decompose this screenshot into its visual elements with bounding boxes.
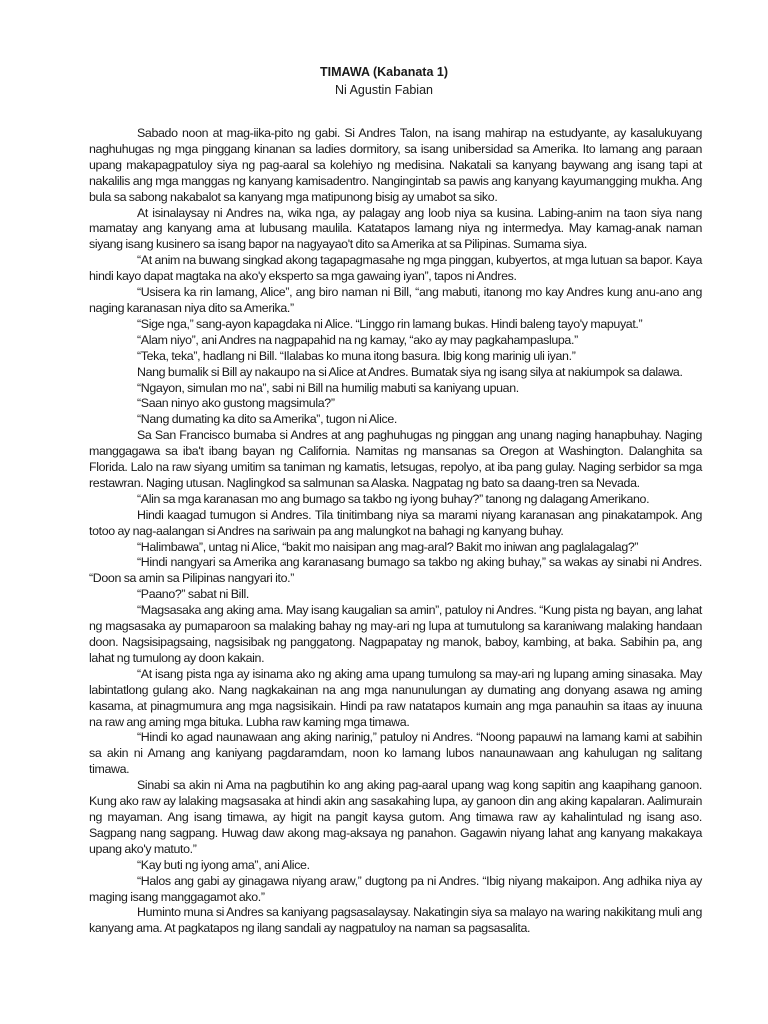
paragraph: “Sige nga,” sang-ayon kapagdaka ni Alice. “Linggo rin lamang bukas. Hindi baleng tayo'y mapuyat.”: [137, 316, 643, 331]
paragraph: “Kay buti ng iyong ama”, ani Alice.: [137, 857, 310, 872]
paragraph: Huminto muna si Andres sa kaniyang pagsasalaysay. Nakatingin siya sa malayo na waring nakikitang muli ang kanyang ama. At pagkatapos ng ilang sandali ay nagpatuloy na naman sa pagsasalita.: [89, 905, 702, 936]
document-author: Ni Agustin Fabian: [335, 83, 433, 97]
paragraph: “Magsasaka ang aking ama. May isang kaugalian sa amin”, patuloy ni Andres. “Kung pista ng bayan, ang lahat ng magsasaka ay pumaparoon sa malaking bahay ng may-ari ng lupa at tumutulong sa karaniwang malaking handaan doon. Nagsisipagsaing, nagsisibak ng panggatong. Nagpapatay ng manok, baboy, kambing, at baka. Sabihin pa, ang lahat ng tumulong ay doon kakain.: [89, 603, 702, 665]
document-body: [89, 126, 702, 937]
paragraph: “Teka, teka”, hadlang ni Bill. “Ilalabas ko muna itong basura. Ibig kong marinig uli iyan.”: [137, 348, 576, 363]
paragraph: “Hindi nangyari sa Amerika ang karanasang bumago sa takbo ng aking buhay,” sa wakas ay sinabi ni Andres. “Doon sa amin sa Pilipinas nangyari ito.”: [89, 555, 702, 586]
paragraph: “Alam niyo”, ani Andres na nagpapahid na ng kamay, “ako ay may pagkahampaslupa.”: [137, 332, 578, 347]
paragraph: “Ngayon, simulan mo na”, sabi ni Bill na humilig mabuti sa kaniyang upuan.: [137, 380, 519, 395]
paragraph: “Usisera ka rin lamang, Alice”, ang biro naman ni Bill, “ang mabuti, itanong mo kay Andres kung anu-ano ang naging karanasan niya dito sa Amerika.”: [89, 285, 702, 315]
document-title: TIMAWA (Kabanata 1): [319, 65, 449, 79]
paragraph: “Paano?” sabat ni Bill.: [137, 587, 249, 602]
paragraph: “At isang pista nga ay isinama ako ng aking ama upang tumulong sa may-ari ng lupang aming sinasaka. May labintatlong gulang ako. Nang nagkakainan na ang mga nanunulungan ay dumating ang donyang asawa ng aming kasama, at pinagmumura ang mga nagsisikain. Hindi pa raw natatapos kumain ang mga panauhin sa itaas ay inuuna na raw ang aming mga bituka. Lubha raw kaming mga timawa.: [89, 666, 702, 729]
paragraph: At isinalaysay ni Andres na, wika nga, ay palagay ang loob niya sa kusina. Labing-anim na taon siya nang mamatay ang kanyang ama at lubusang maulila. Katatapos lamang niya ng intermedya. May kamag-anak naman siyang isang kusinero sa isang bapor na nagyayao't dito sa Amerika at sa Pilipinas. Sumama siya.: [89, 205, 702, 252]
paragraph: “Hindi ko agad naunawaan ang aking narinig,” patuloy ni Andres. “Noong papauwi na lamang kami at sabihin sa akin ni Amang ang kaniyang pagdaramdam, noon ko lamang lubos nanaunawaan ang kahulugan ng salitang timawa.: [89, 730, 702, 777]
paragraph: “Halos ang gabi ay ginagawa niyang araw,” dugtong pa ni Andres. “Ibig niyang makaipon. Ang adhika niya ay maging isang manggagamot ako.”: [89, 873, 702, 904]
paragraph: “Halimbawa”, untag ni Alice, “bakit mo naisipan ang mag-aral? Bakit mo iniwan ang paglalagalag?”: [137, 539, 639, 554]
paragraph: “At anim na buwang singkad akong tagapagmasahe ng mga pinggan, kubyertos, at mga lutuan sa bapor. Kaya hindi kayo dapat magtaka na ako'y eksperto sa mga gawaing iyan”, tapos ni Andres.: [89, 253, 702, 284]
paragraph: Sabado noon at mag-iika-pito ng gabi. Si Andres Talon, na isang mahirap na estudyante, ay kasalukuyang naghuhugas ng mga pinggang kinanan sa ladies dormitory, sa isang unibersidad sa Amerika. Ito lamang ang paraan upang makapagpatuloy siya ng pag-aaral sa kolehiyo ng medisina. Nakatali sa kanyang baywang ang isang tapi at nakalilis ang mga manggas ng kanyang kamisadentro. Nangingintab sa pawis ang kanyang kayumangging mukha. Ang bula sa sabong nakabalot sa kanyang mga matipunong bisig ay umabot sa siko.: [89, 126, 702, 204]
paragraph: “Nang dumating ka dito sa Amerika”, tugon ni Alice.: [137, 412, 397, 427]
paragraph: Sa San Francisco bumaba si Andres at ang paghuhugas ng pinggan ang unang naging hanapbuhay. Naging manggagawa sa iba't ibang bayan ng California. Namitas ng mansanas sa Oregon at Washington. Dalanghita sa Florida. Lalo na raw siyang umitim sa taniman ng kamatis, letsugas, repolyo, at iba pang gulay. Naging serbidor sa mga restawran. Naging utusan. Naglingkod sa salmunan sa Alaska. Nagpatag ng bato sa daang-tren sa Nevada.: [89, 428, 702, 490]
paragraph: Sinabi sa akin ni Ama na pagbutihin ko ang aking pag-aaral upang wag kong sapitin ang kaapihang ganoon. Kung ako raw ay lalaking magsasaka at hindi akin ang sasakahing lupa, ay ganoon din ang aking kapalaran. Aalimurain ng mayaman. Ang isang timawa, ay higit na pangit kaysa gutom. Ang timawa raw ay kahalintulad ng isang aso. Sagpang nang sagpang. Huwag daw akong mag-aksaya ng panahon. Gagawin niyang lahat ang kanyang makakaya upang ako'y matuto.”: [89, 778, 702, 856]
paragraph: “Alin sa mga karanasan mo ang bumago sa takbo ng iyong buhay?” tanong ng dalagang Amerikano.: [137, 491, 650, 506]
paragraph: “Saan ninyo ako gustong magsimula?”: [137, 396, 335, 411]
paragraph: Hindi kaagad tumugon si Andres. Tila tinitimbang niya sa marami niyang karanasan ang pinakatampok. Ang totoo ay nag-aalangan si Andres na sariwain pa ang malungkot na bahagi ng kanyang buhay.: [89, 507, 702, 538]
paragraph: Nang bumalik si Bill ay nakaupo na si Alice at Andres. Bumatak siya ng isang silya at nakiumpok sa dalawa.: [137, 364, 683, 379]
